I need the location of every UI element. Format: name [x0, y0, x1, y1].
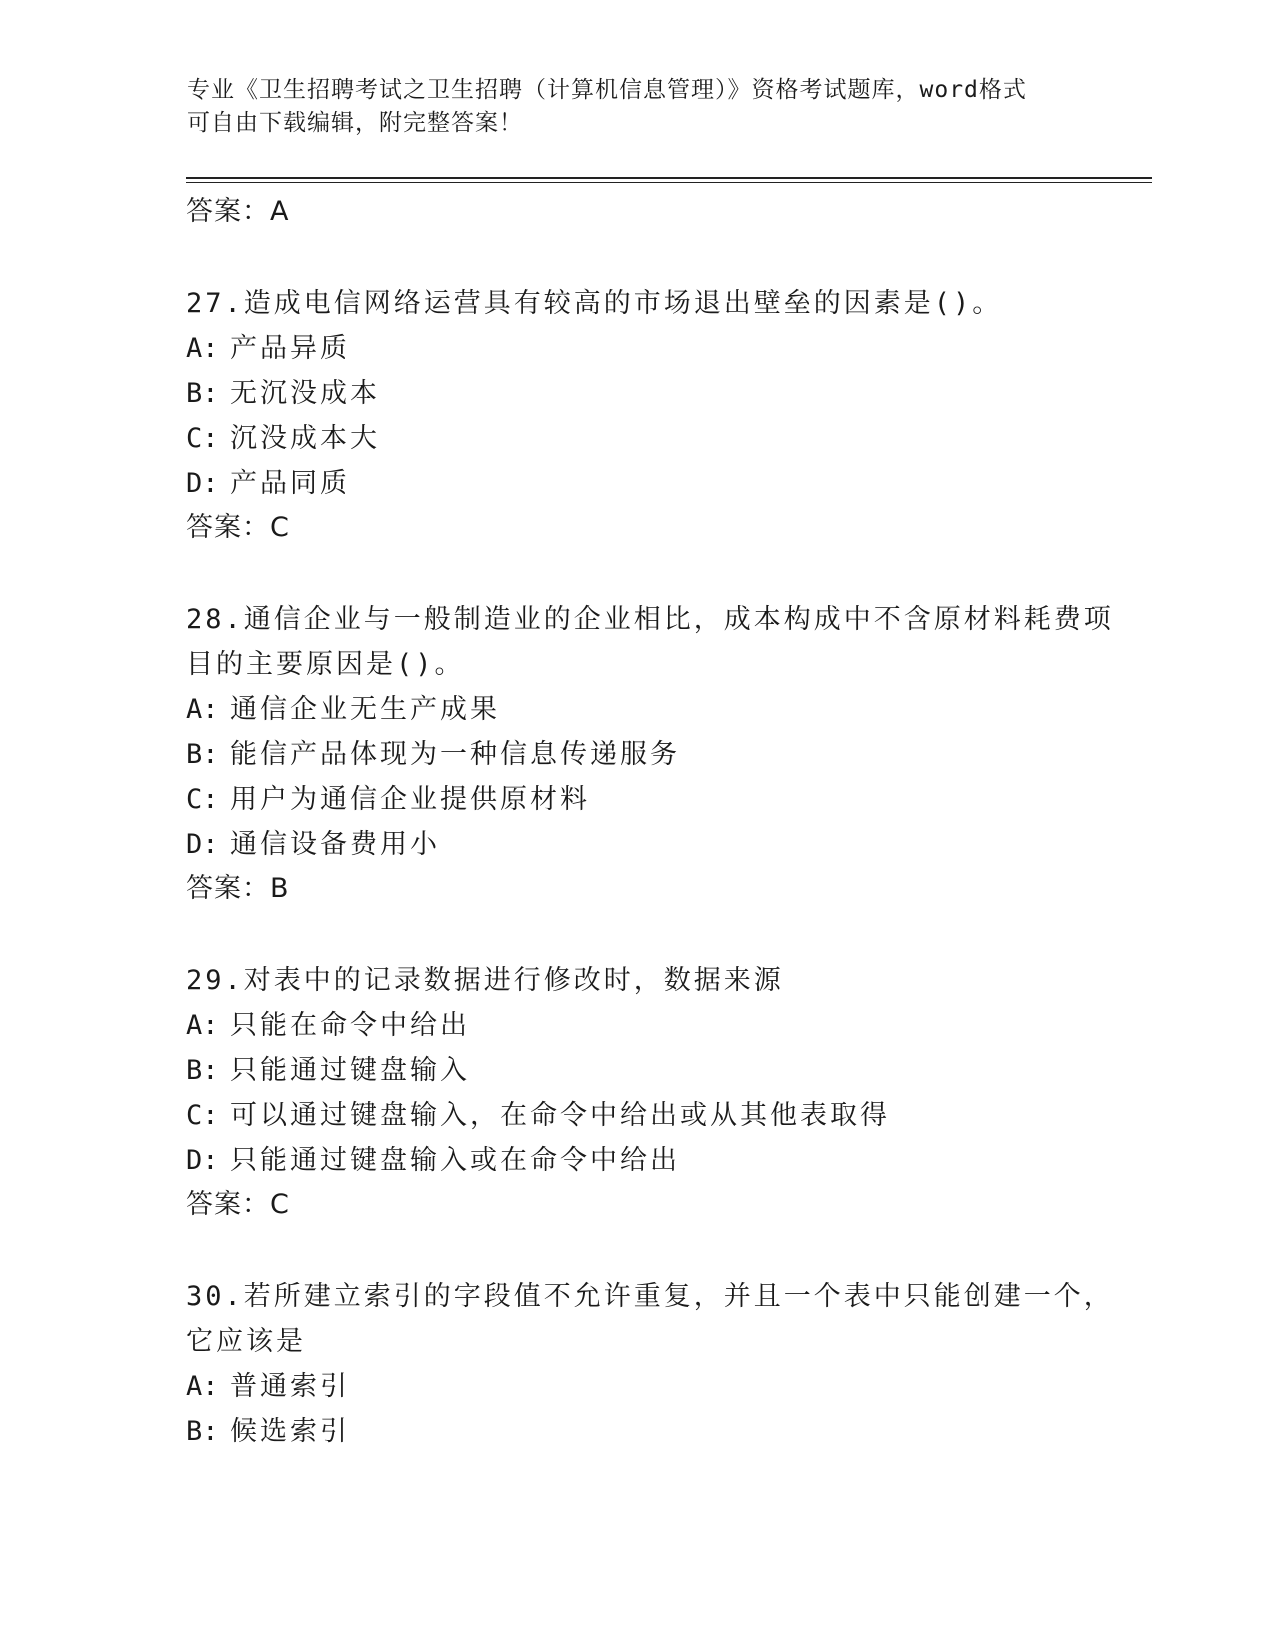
- option-text: 只能在命令中给出: [230, 1010, 470, 1041]
- question-list: [186, 190, 1114, 1454]
- option-d: [186, 461, 1086, 506]
- option-b: [186, 1048, 1086, 1093]
- option-d: [186, 1138, 1086, 1183]
- option-text: 通信设备费用小: [230, 829, 440, 860]
- option-text: 可以通过键盘输入，在命令中给出或从其他表取得: [230, 1100, 890, 1131]
- option-c: [186, 777, 1086, 822]
- option-a: [186, 1364, 1086, 1409]
- option-key: B:: [186, 739, 219, 770]
- option-text: 只能通过键盘输入: [230, 1055, 470, 1086]
- option-key: C:: [186, 423, 219, 454]
- stem-line: 30.若所建立索引的字段值不允许重复，并且一个表中只能创建一个，: [186, 1281, 1114, 1312]
- option-a: [186, 687, 1086, 732]
- option-text: 无沉没成本: [230, 378, 380, 409]
- option-c: [186, 1093, 1086, 1138]
- header-line-1: 专业《卫生招聘考试之卫生招聘（计算机信息管理）》资格考试题库，word格式: [187, 77, 1027, 103]
- option-c: [186, 416, 1086, 461]
- option-text: 沉没成本大: [230, 423, 380, 454]
- question-30: [186, 1274, 1114, 1454]
- option-text: 普通索引: [230, 1371, 350, 1402]
- answer-line: 答案：A: [186, 196, 290, 227]
- question-27: [186, 281, 1086, 550]
- option-key: B:: [186, 1055, 219, 1086]
- question-stem: [186, 958, 1086, 1003]
- answer-line: 答案：C: [186, 1189, 290, 1220]
- option-key: A:: [186, 333, 219, 364]
- option-text: 通信企业无生产成果: [230, 694, 500, 725]
- option-text: 产品异质: [230, 333, 350, 364]
- header-line-2: 可自由下载编辑，附完整答案！: [187, 110, 523, 136]
- header-divider-thin: [186, 182, 1152, 183]
- question-29: [186, 958, 1086, 1227]
- document-header: [187, 74, 1067, 140]
- option-key: A:: [186, 694, 219, 725]
- header-divider: [186, 177, 1152, 179]
- option-key: C:: [186, 784, 219, 815]
- option-key: B:: [186, 378, 219, 409]
- option-key: C:: [186, 1100, 219, 1131]
- option-text: 只能通过键盘输入或在命令中给出: [230, 1145, 680, 1176]
- option-a: [186, 326, 1086, 371]
- option-a: [186, 1003, 1086, 1048]
- stem-line: 目的主要原因是()。: [186, 649, 465, 680]
- option-text: 产品同质: [230, 468, 350, 499]
- option-b: [186, 1409, 1086, 1454]
- option-text: 候选索引: [230, 1416, 350, 1447]
- question-stem: [186, 281, 1086, 326]
- option-key: D:: [186, 829, 219, 860]
- option-key: A:: [186, 1371, 219, 1402]
- option-text: 能信产品体现为一种信息传递服务: [230, 739, 680, 770]
- stem-line: 它应该是: [186, 1326, 306, 1357]
- option-d: [186, 822, 1086, 867]
- stem-line: 28.通信企业与一般制造业的企业相比，成本构成中不含原材料耗费项: [186, 604, 1114, 635]
- option-key: A:: [186, 1010, 219, 1041]
- answer-line: 答案：B: [186, 873, 290, 904]
- option-b: [186, 732, 1086, 777]
- question-28: [186, 597, 1114, 911]
- question-stem: [186, 1274, 1114, 1364]
- stem-line: 29.对表中的记录数据进行修改时，数据来源: [186, 965, 784, 996]
- option-text: 用户为通信企业提供原材料: [230, 784, 590, 815]
- option-b: [186, 371, 1086, 416]
- stem-line: 27.造成电信网络运营具有较高的市场退出壁垒的因素是()。: [186, 288, 1003, 319]
- option-key: D:: [186, 468, 219, 499]
- option-key: B:: [186, 1416, 219, 1447]
- answer-line: 答案：C: [186, 512, 290, 543]
- option-key: D:: [186, 1145, 219, 1176]
- question-stem: [186, 597, 1114, 687]
